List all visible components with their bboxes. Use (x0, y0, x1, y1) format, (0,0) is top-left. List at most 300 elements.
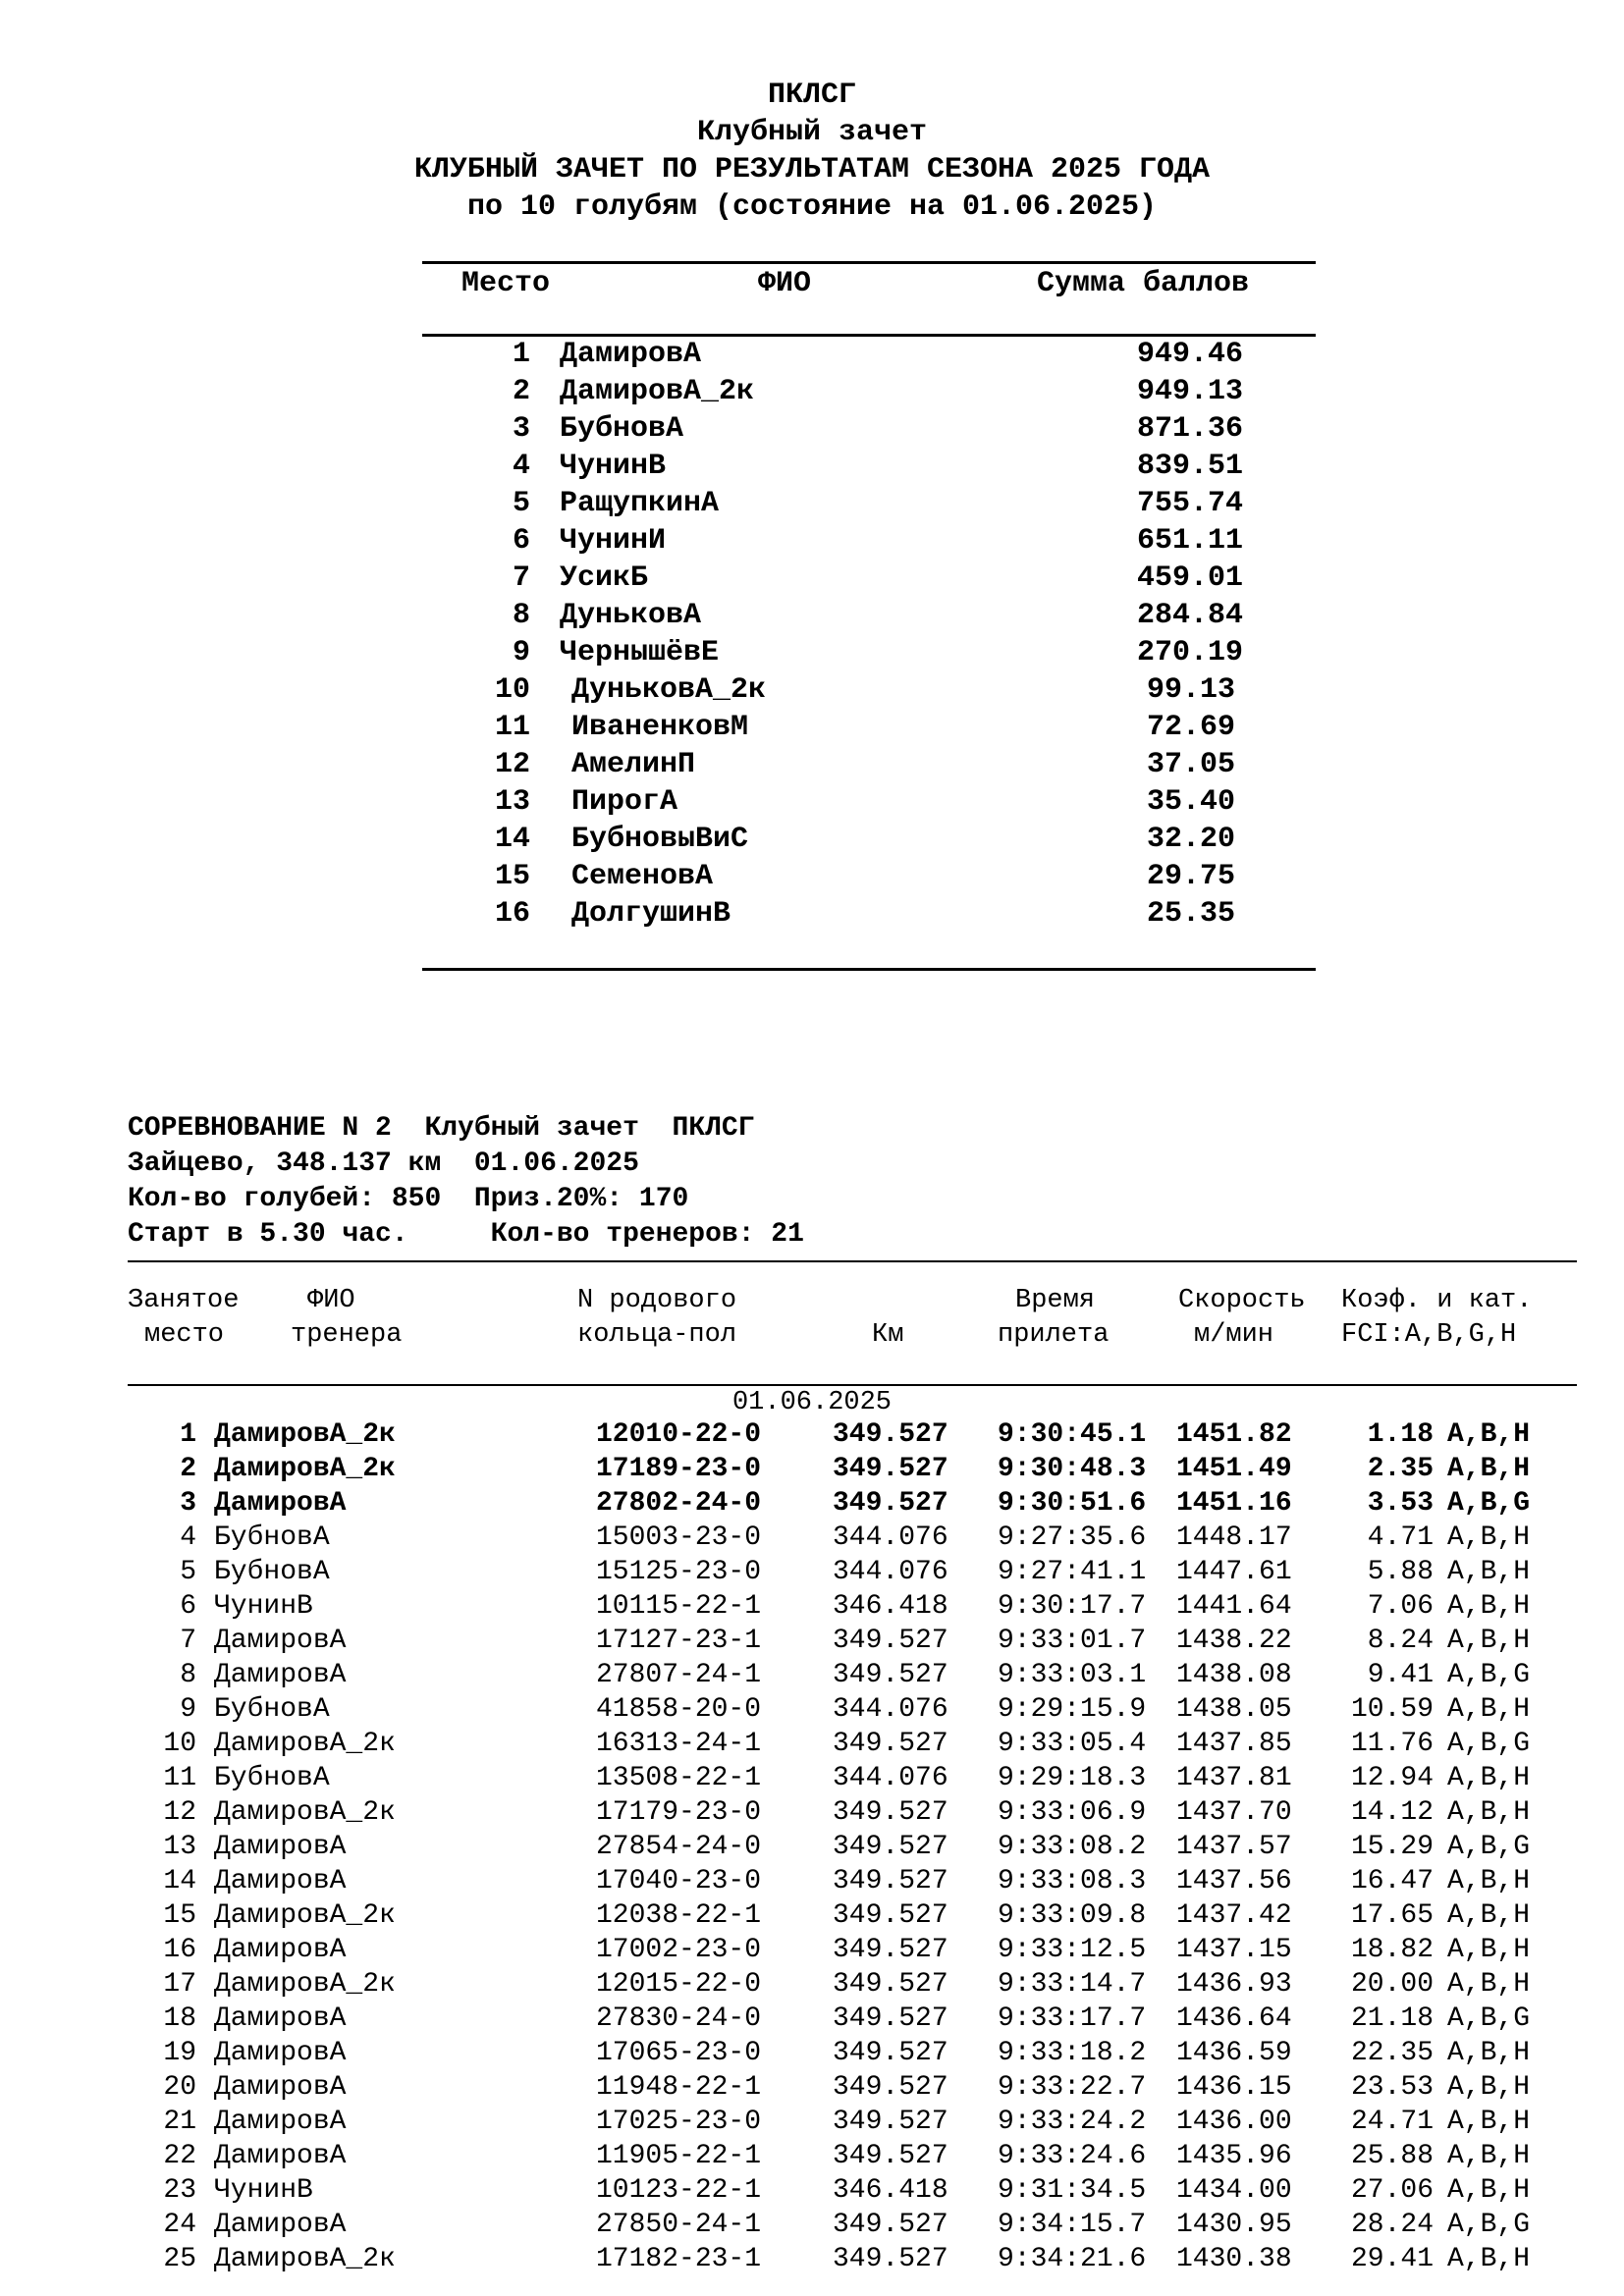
result-km: 344.076 (833, 1522, 948, 1553)
result-row (0, 2141, 1624, 2175)
result-row (0, 1969, 1624, 2003)
competition-line-2: Зайцево, 348.137 км 01.06.2025 (128, 1148, 639, 1179)
standings-name: АмелинП (571, 748, 696, 781)
results-header-km: Км (872, 1320, 904, 1350)
result-row (0, 1522, 1624, 1557)
result-place: 2 (180, 1454, 196, 1484)
result-coef: 2.35 (1367, 1454, 1434, 1484)
result-ring: 10115-22-1 (596, 1591, 762, 1622)
result-km: 349.527 (833, 1935, 948, 1965)
result-category: A,B,H (1447, 1626, 1531, 1656)
result-km: 349.527 (833, 2244, 948, 2274)
result-place: 10 (163, 1729, 196, 1759)
result-ring: 17182-23-1 (596, 2244, 762, 2274)
results-header-place-2: место (144, 1320, 225, 1350)
result-speed: 1435.96 (1176, 2141, 1292, 2171)
result-km: 349.527 (833, 1626, 948, 1656)
result-km: 344.076 (833, 1694, 948, 1725)
standings-score: 651.11 (1137, 524, 1244, 558)
result-speed: 1437.56 (1176, 1866, 1292, 1896)
result-place: 5 (180, 1557, 196, 1587)
result-trainer: ДамировА (214, 1626, 347, 1656)
standings-row (0, 748, 1624, 785)
result-time: 9:33:17.7 (998, 2003, 1147, 2034)
result-km: 346.418 (833, 1591, 948, 1622)
standings-score: 25.35 (1146, 897, 1235, 931)
result-category: A,B,G (1447, 2210, 1531, 2240)
result-km: 349.527 (833, 2003, 948, 2034)
standings-place: 11 (494, 711, 530, 744)
result-coef: 16.47 (1350, 1866, 1434, 1896)
result-trainer: ДамировА (214, 1660, 347, 1690)
result-trainer: ДамировА_2к (214, 1419, 396, 1450)
result-category: A,B,G (1447, 1488, 1531, 1519)
standings-name: ДуньковА (560, 599, 702, 632)
result-place: 18 (163, 2003, 196, 2034)
result-speed: 1434.00 (1176, 2175, 1292, 2206)
result-category: A,B,H (1447, 1454, 1531, 1484)
standings-name: ДолгушинВ (571, 897, 731, 931)
result-km: 349.527 (833, 1419, 948, 1450)
results-header-speed-1: Скорость (1178, 1286, 1306, 1315)
result-km: 344.076 (833, 1557, 948, 1587)
result-place: 11 (163, 1763, 196, 1793)
result-ring: 17179-23-0 (596, 1797, 762, 1828)
results-header-name-2: тренера (291, 1320, 403, 1350)
result-speed: 1448.17 (1176, 1522, 1292, 1553)
standings-row (0, 823, 1624, 860)
result-place: 3 (180, 1488, 196, 1519)
result-ring: 15125-23-0 (596, 1557, 762, 1587)
result-coef: 10.59 (1350, 1694, 1434, 1725)
standings-place: 12 (494, 748, 530, 781)
result-category: A,B,H (1447, 1591, 1531, 1622)
result-coef: 25.88 (1350, 2141, 1434, 2171)
result-category: A,B,H (1447, 1419, 1531, 1450)
result-time: 9:33:24.6 (998, 2141, 1147, 2171)
result-km: 349.527 (833, 2072, 948, 2103)
result-coef: 24.71 (1350, 2107, 1434, 2137)
result-coef: 14.12 (1350, 1797, 1434, 1828)
result-coef: 15.29 (1350, 1832, 1434, 1862)
result-time: 9:33:05.4 (998, 1729, 1147, 1759)
result-time: 9:33:09.8 (998, 1900, 1147, 1931)
result-speed: 1436.64 (1176, 2003, 1292, 2034)
report-state-line: по 10 голубям (состояние на 01.06.2025) (466, 190, 1158, 224)
standings-place: 5 (512, 487, 530, 520)
result-coef: 8.24 (1367, 1626, 1434, 1656)
result-speed: 1438.05 (1176, 1694, 1292, 1725)
result-time: 9:33:08.3 (998, 1866, 1147, 1896)
standings-header-name: ФИО (758, 267, 812, 300)
result-speed: 1436.15 (1176, 2072, 1292, 2103)
result-km: 349.527 (833, 2210, 948, 2240)
result-trainer: ДамировА (214, 2141, 347, 2171)
standings-score: 949.13 (1137, 375, 1244, 408)
result-coef: 18.82 (1350, 1935, 1434, 1965)
result-trainer: ДамировА_2к (214, 1454, 396, 1484)
results-header-time-1: Время (1015, 1286, 1096, 1315)
standings-name: РащупкинА (560, 487, 720, 520)
standings-name: ЧунинВ (560, 450, 667, 483)
result-km: 349.527 (833, 1660, 948, 1690)
result-time: 9:33:22.7 (998, 2072, 1147, 2103)
standings-score: 949.46 (1137, 338, 1244, 371)
standings-header-score: Сумма баллов (1037, 267, 1250, 300)
result-ring: 27854-24-0 (596, 1832, 762, 1862)
standings-name: БубновА (560, 412, 684, 446)
standings-place: 4 (512, 450, 530, 483)
result-km: 344.076 (833, 1763, 948, 1793)
result-ring: 15003-23-0 (596, 1522, 762, 1553)
standings-row (0, 561, 1624, 599)
results-header-name-1: ФИО (307, 1286, 355, 1315)
result-trainer: ДамировА (214, 2210, 347, 2240)
result-time: 9:34:15.7 (998, 2210, 1147, 2240)
result-category: A,B,G (1447, 1832, 1531, 1862)
standings-score: 35.40 (1146, 785, 1235, 819)
standings-score: 284.84 (1137, 599, 1244, 632)
result-place: 17 (163, 1969, 196, 2000)
result-km: 349.527 (833, 1866, 948, 1896)
result-row (0, 1866, 1624, 1900)
competition-line-3: Кол-во голубей: 850 Приз.20%: 170 (128, 1184, 689, 1214)
result-km: 349.527 (833, 1969, 948, 2000)
result-time: 9:27:35.6 (998, 1522, 1147, 1553)
results-top-rule (128, 1260, 1577, 1262)
result-time: 9:33:12.5 (998, 1935, 1147, 1965)
result-trainer: ДамировА_2к (214, 1969, 396, 2000)
result-row (0, 1419, 1624, 1454)
result-row (0, 1729, 1624, 1763)
result-trainer: ДамировА (214, 1866, 347, 1896)
standings-row (0, 711, 1624, 748)
standings-row (0, 860, 1624, 897)
standings-score: 755.74 (1137, 487, 1244, 520)
result-category: A,B,H (1447, 1935, 1531, 1965)
result-place: 16 (163, 1935, 196, 1965)
standings-score: 32.20 (1146, 823, 1235, 856)
result-trainer: БубновА (214, 1694, 330, 1725)
result-ring: 17002-23-0 (596, 1935, 762, 1965)
result-place: 8 (180, 1660, 196, 1690)
standings-score: 29.75 (1146, 860, 1235, 893)
result-trainer: ДамировА (214, 2072, 347, 2103)
result-category: A,B,H (1447, 1694, 1531, 1725)
standings-name: ИваненковМ (571, 711, 749, 744)
standings-row (0, 599, 1624, 636)
result-trainer: ДамировА (214, 2107, 347, 2137)
result-coef: 12.94 (1350, 1763, 1434, 1793)
result-ring: 17040-23-0 (596, 1866, 762, 1896)
result-row (0, 2244, 1624, 2278)
standings-row (0, 450, 1624, 487)
result-row (0, 2107, 1624, 2141)
result-coef: 5.88 (1367, 1557, 1434, 1587)
results-date-separator: 01.06.2025 (731, 1388, 893, 1417)
result-category: A,B,H (1447, 1557, 1531, 1587)
result-place: 13 (163, 1832, 196, 1862)
standings-place: 7 (512, 561, 530, 595)
result-place: 9 (180, 1694, 196, 1725)
result-speed: 1436.59 (1176, 2038, 1292, 2068)
result-place: 20 (163, 2072, 196, 2103)
result-time: 9:33:06.9 (998, 1797, 1147, 1828)
result-coef: 20.00 (1350, 1969, 1434, 2000)
standings-name: ЧунинИ (560, 524, 667, 558)
result-coef: 27.06 (1350, 2175, 1434, 2206)
standings-place: 2 (512, 375, 530, 408)
report-subtitle: Клубный зачет (696, 116, 928, 149)
standings-top-rule (422, 261, 1316, 264)
result-km: 349.527 (833, 1454, 948, 1484)
result-km: 349.527 (833, 1729, 948, 1759)
result-coef: 28.24 (1350, 2210, 1434, 2240)
result-row (0, 2072, 1624, 2107)
result-time: 9:31:34.5 (998, 2175, 1147, 2206)
result-time: 9:30:51.6 (998, 1488, 1147, 1519)
result-place: 14 (163, 1866, 196, 1896)
result-row (0, 1694, 1624, 1729)
result-trainer: ДамировА (214, 1935, 347, 1965)
result-row (0, 2003, 1624, 2038)
result-coef: 9.41 (1367, 1660, 1434, 1690)
result-row (0, 1900, 1624, 1935)
result-time: 9:33:08.2 (998, 1832, 1147, 1862)
result-speed: 1447.61 (1176, 1557, 1292, 1587)
standings-row (0, 785, 1624, 823)
result-row (0, 1488, 1624, 1522)
result-category: A,B,H (1447, 1763, 1531, 1793)
result-time: 9:29:15.9 (998, 1694, 1147, 1725)
result-trainer: ДамировА_2к (214, 1900, 396, 1931)
result-row (0, 1797, 1624, 1832)
result-ring: 27807-24-1 (596, 1660, 762, 1690)
standings-score: 839.51 (1137, 450, 1244, 483)
results-header-speed-2: м/мин (1194, 1320, 1274, 1350)
result-time: 9:30:48.3 (998, 1454, 1147, 1484)
result-row (0, 2038, 1624, 2072)
result-speed: 1451.16 (1176, 1488, 1292, 1519)
standings-name: УсикБ (560, 561, 649, 595)
result-coef: 29.41 (1350, 2244, 1434, 2274)
result-ring: 27802-24-0 (596, 1488, 762, 1519)
result-time: 9:30:45.1 (998, 1419, 1147, 1450)
result-category: A,B,H (1447, 1797, 1531, 1828)
result-ring: 17127-23-1 (596, 1626, 762, 1656)
result-trainer: ДамировА_2к (214, 1797, 396, 1828)
result-speed: 1436.93 (1176, 1969, 1292, 2000)
standings-row (0, 673, 1624, 711)
standings-name: ДамировА_2к (560, 375, 755, 408)
result-ring: 17025-23-0 (596, 2107, 762, 2137)
result-category: A,B,H (1447, 2072, 1531, 2103)
result-time: 9:34:21.6 (998, 2244, 1147, 2274)
result-ring: 17189-23-0 (596, 1454, 762, 1484)
standings-place: 6 (512, 524, 530, 558)
result-place: 6 (180, 1591, 196, 1622)
standings-name: ПирогА (571, 785, 678, 819)
result-row (0, 1591, 1624, 1626)
result-place: 24 (163, 2210, 196, 2240)
result-trainer: ДамировА_2к (214, 2244, 396, 2274)
result-speed: 1451.49 (1176, 1454, 1292, 1484)
result-trainer: ЧунинВ (214, 2175, 313, 2206)
result-time: 9:30:17.7 (998, 1591, 1147, 1622)
report-title: КЛУБНЫЙ ЗАЧЕТ ПО РЕЗУЛЬТАТАМ СЕЗОНА 2025 ГОДА (413, 153, 1211, 187)
standings-row (0, 487, 1624, 524)
result-category: A,B,H (1447, 1900, 1531, 1931)
result-km: 349.527 (833, 2038, 948, 2068)
result-row (0, 1935, 1624, 1969)
standings-name: ДуньковА_2к (571, 673, 767, 707)
standings-row (0, 375, 1624, 412)
result-km: 346.418 (833, 2175, 948, 2206)
result-place: 23 (163, 2175, 196, 2206)
result-speed: 1437.85 (1176, 1729, 1292, 1759)
result-ring: 12038-22-1 (596, 1900, 762, 1931)
standings-row (0, 897, 1624, 934)
result-category: A,B,H (1447, 2175, 1531, 2206)
result-trainer: ДамировА_2к (214, 1729, 396, 1759)
standings-bottom-rule (422, 968, 1316, 971)
result-speed: 1437.57 (1176, 1832, 1292, 1862)
org-title: ПКЛСГ (767, 79, 856, 112)
standings-header-rule (422, 334, 1316, 337)
result-category: A,B,H (1447, 2107, 1531, 2137)
standings-score: 871.36 (1137, 412, 1244, 446)
result-speed: 1438.08 (1176, 1660, 1292, 1690)
result-category: A,B,H (1447, 1969, 1531, 2000)
result-time: 9:33:14.7 (998, 1969, 1147, 2000)
result-time: 9:33:18.2 (998, 2038, 1147, 2068)
result-coef: 22.35 (1350, 2038, 1434, 2068)
result-ring: 12015-22-0 (596, 1969, 762, 2000)
standings-place: 1 (512, 338, 530, 371)
standings-name: БубновыВиС (571, 823, 749, 856)
standings-row (0, 338, 1624, 375)
result-km: 349.527 (833, 2141, 948, 2171)
result-ring: 12010-22-0 (596, 1419, 762, 1450)
result-category: A,B,G (1447, 1660, 1531, 1690)
result-row (0, 2210, 1624, 2244)
result-place: 4 (180, 1522, 196, 1553)
standings-place: 13 (494, 785, 530, 819)
standings-score: 37.05 (1146, 748, 1235, 781)
standings-place: 14 (494, 823, 530, 856)
results-header-ring-2: кольца-пол (577, 1320, 737, 1350)
results-header-rule (128, 1384, 1577, 1386)
result-row (0, 1454, 1624, 1488)
result-km: 349.527 (833, 1832, 948, 1862)
result-speed: 1437.81 (1176, 1763, 1292, 1793)
result-place: 22 (163, 2141, 196, 2171)
standings-place: 9 (512, 636, 530, 669)
results-header-ring-1: N родового (577, 1286, 737, 1315)
result-km: 349.527 (833, 1900, 948, 1931)
result-coef: 11.76 (1350, 1729, 1434, 1759)
result-category: A,B,H (1447, 2141, 1531, 2171)
result-place: 12 (163, 1797, 196, 1828)
result-coef: 17.65 (1350, 1900, 1434, 1931)
result-time: 9:33:01.7 (998, 1626, 1147, 1656)
result-place: 25 (163, 2244, 196, 2274)
result-ring: 13508-22-1 (596, 1763, 762, 1793)
result-ring: 11905-22-1 (596, 2141, 762, 2171)
result-km: 349.527 (833, 2107, 948, 2137)
standings-place: 16 (494, 897, 530, 931)
result-place: 7 (180, 1626, 196, 1656)
standings-name: ДамировА (560, 338, 702, 371)
standings-name: ЧернышёвЕ (560, 636, 720, 669)
result-speed: 1437.70 (1176, 1797, 1292, 1828)
result-ring: 11948-22-1 (596, 2072, 762, 2103)
competition-line-1: СОРЕВНОВАНИЕ N 2 Клубный зачет ПКЛСГ (128, 1113, 755, 1144)
result-km: 349.527 (833, 1797, 948, 1828)
result-row (0, 2175, 1624, 2210)
result-ring: 10123-22-1 (596, 2175, 762, 2206)
result-ring: 41858-20-0 (596, 1694, 762, 1725)
result-time: 9:27:41.1 (998, 1557, 1147, 1587)
result-speed: 1436.00 (1176, 2107, 1292, 2137)
result-row (0, 1660, 1624, 1694)
standings-row (0, 524, 1624, 561)
result-place: 19 (163, 2038, 196, 2068)
result-time: 9:29:18.3 (998, 1763, 1147, 1793)
results-header-time-2: прилета (998, 1320, 1110, 1350)
standings-score: 459.01 (1137, 561, 1244, 595)
result-speed: 1441.64 (1176, 1591, 1292, 1622)
result-category: A,B,H (1447, 2244, 1531, 2274)
result-place: 21 (163, 2107, 196, 2137)
standings-place: 15 (494, 860, 530, 893)
result-speed: 1437.42 (1176, 1900, 1292, 1931)
result-speed: 1430.95 (1176, 2210, 1292, 2240)
result-coef: 4.71 (1367, 1522, 1434, 1553)
standings-name: СеменовА (571, 860, 714, 893)
result-row (0, 1557, 1624, 1591)
result-coef: 7.06 (1367, 1591, 1434, 1622)
result-coef: 3.53 (1367, 1488, 1434, 1519)
result-ring: 16313-24-1 (596, 1729, 762, 1759)
result-row (0, 1832, 1624, 1866)
result-coef: 1.18 (1367, 1419, 1434, 1450)
result-place: 1 (180, 1419, 196, 1450)
result-row (0, 1763, 1624, 1797)
result-trainer: ДамировА (214, 2003, 347, 2034)
result-speed: 1438.22 (1176, 1626, 1292, 1656)
result-trainer: БубновА (214, 1522, 330, 1553)
result-ring: 17065-23-0 (596, 2038, 762, 2068)
result-ring: 27850-24-1 (596, 2210, 762, 2240)
result-trainer: ДамировА (214, 1488, 347, 1519)
standings-score: 99.13 (1146, 673, 1235, 707)
result-coef: 21.18 (1350, 2003, 1434, 2034)
result-trainer: ДамировА (214, 1832, 347, 1862)
result-row (0, 1626, 1624, 1660)
standings-place: 3 (512, 412, 530, 446)
standings-place: 10 (494, 673, 530, 707)
result-trainer: БубновА (214, 1763, 330, 1793)
results-header-coef-1: Коэф. и кат. (1341, 1286, 1533, 1315)
result-trainer: ЧунинВ (214, 1591, 313, 1622)
result-trainer: БубновА (214, 1557, 330, 1587)
result-speed: 1451.82 (1176, 1419, 1292, 1450)
result-trainer: ДамировА (214, 2038, 347, 2068)
result-coef: 23.53 (1350, 2072, 1434, 2103)
result-speed: 1437.15 (1176, 1935, 1292, 1965)
result-category: A,B,H (1447, 1522, 1531, 1553)
